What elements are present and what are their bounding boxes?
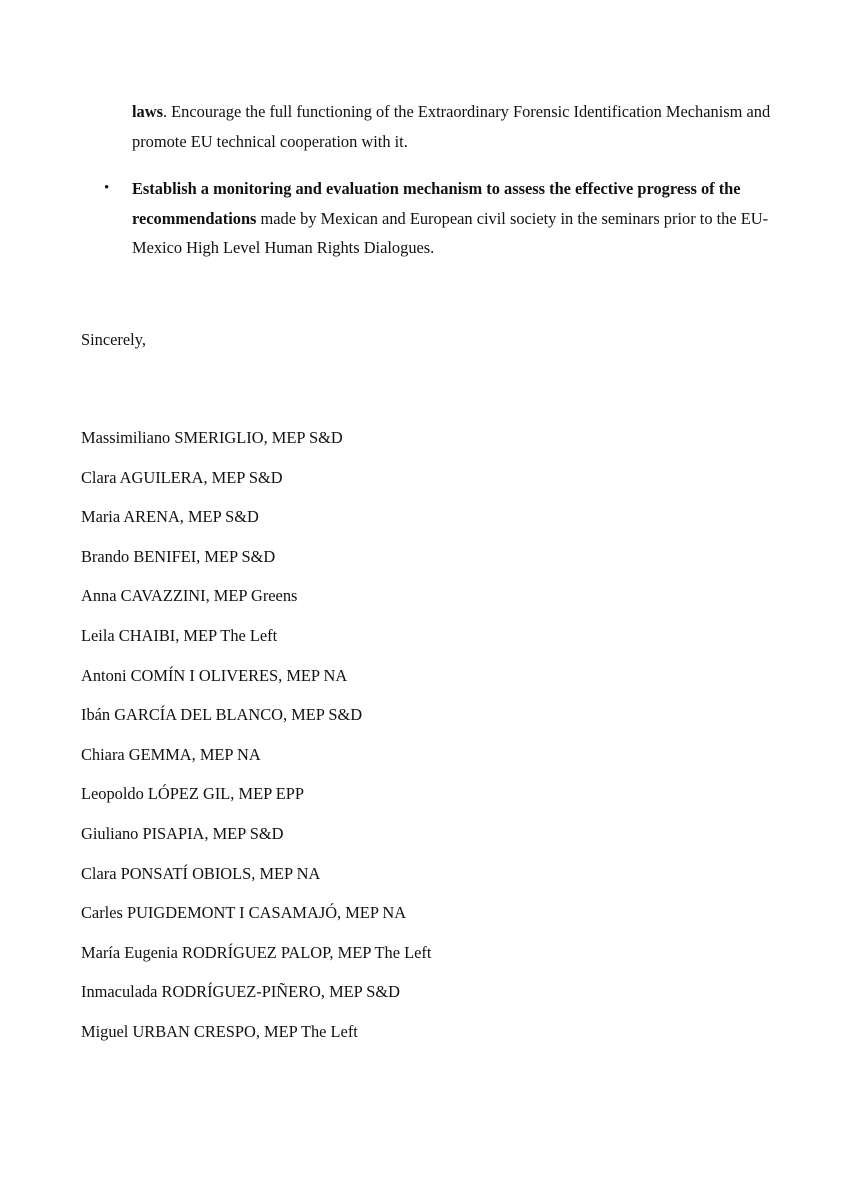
signatory: Massimiliano SMERIGLIO, MEP S&D (81, 428, 343, 447)
bullet-bold-lead: Establish a monitoring and evaluation mechanism to assess the effective progress of the recommendations (132, 179, 741, 228)
signatory: Clara AGUILERA, MEP S&D (81, 467, 283, 487)
signatory: Leila CHAIBI, MEP The Left (81, 625, 278, 645)
signatory: Brando BENIFEI, MEP S&D (81, 546, 276, 566)
closing-salutation: Sincerely, (81, 330, 146, 349)
signatory: Giuliano PISAPIA, MEP S&D (81, 823, 284, 843)
paragraph-bold-lead: laws (132, 102, 163, 121)
signatory: Leopoldo LÓPEZ GIL, MEP EPP (81, 784, 304, 804)
signatory: Ibán GARCÍA DEL BLANCO, MEP S&D (81, 705, 363, 725)
signatory: Carles PUIGDEMONT I CASAMAJÓ, MEP NA (81, 903, 407, 923)
continued-paragraph (132, 97, 772, 156)
bullet-icon: • (104, 180, 110, 196)
signatory-list (81, 426, 431, 1060)
signatory: Chiara GEMMA, MEP NA (81, 744, 261, 764)
bullet-text: made by Mexican and European civil society in the seminars prior to the EU-Mexico High Level Human Rights Dialogues. (132, 208, 769, 257)
signatory: María Eugenia RODRÍGUEZ PALOP, MEP The Left (81, 942, 432, 962)
paragraph-text: . Encourage the full functioning of the Extraordinary Forensic Identification Mechanism and promote EU technical cooperation with it. (132, 102, 771, 151)
signatory: Maria ARENA, MEP S&D (81, 507, 259, 527)
signatory: Clara PONSATÍ OBIOLS, MEP NA (81, 863, 321, 883)
bullet-paragraph (132, 174, 772, 263)
signatory: Anna CAVAZZINI, MEP Greens (81, 586, 298, 606)
signatory: Inmaculada RODRÍGUEZ-PIÑERO, MEP S&D (81, 982, 400, 1002)
signatory: Antoni COMÍN I OLIVERES, MEP NA (81, 665, 348, 685)
signatory: Miguel URBAN CRESPO, MEP The Left (81, 1021, 358, 1041)
